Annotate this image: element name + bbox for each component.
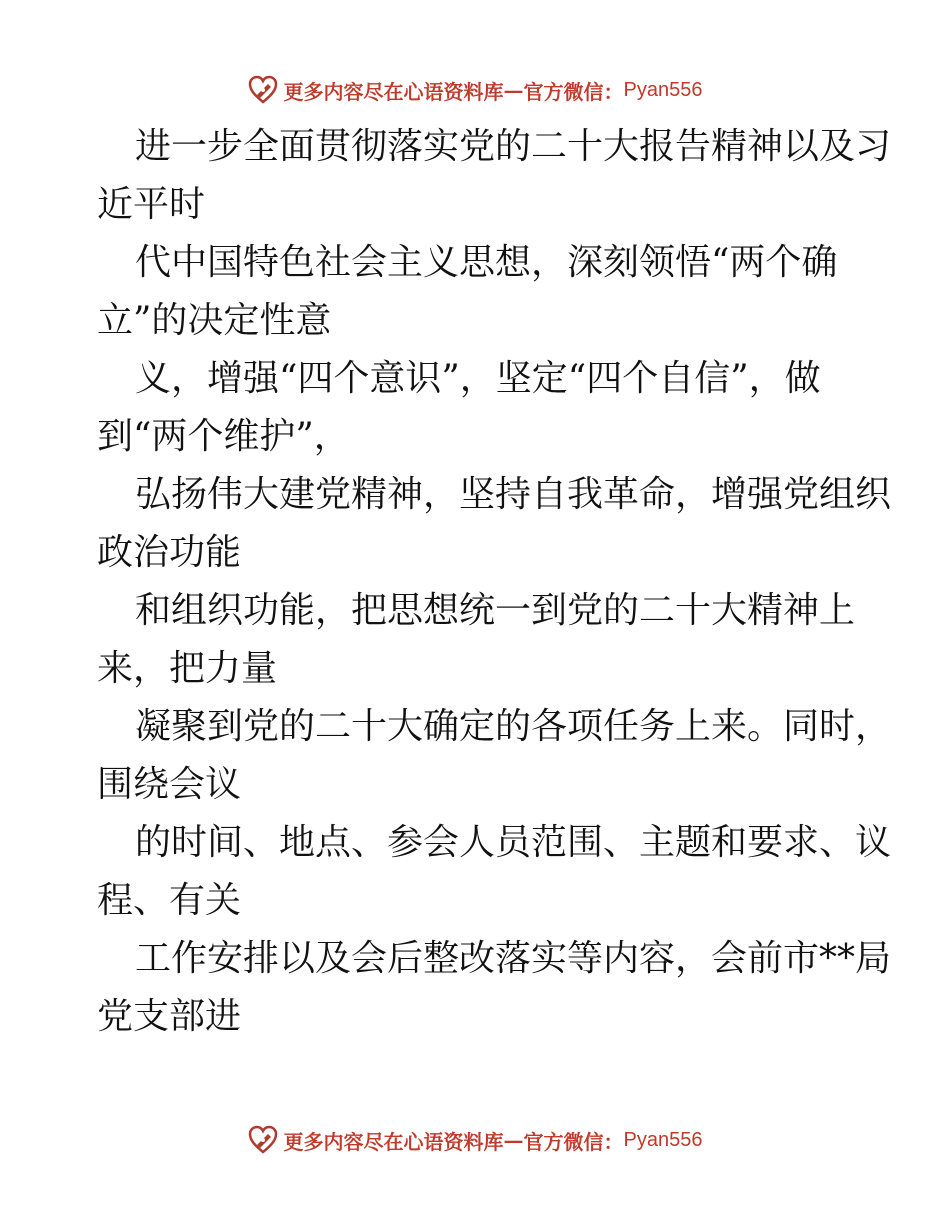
text-line: 政治功能 [97,532,242,573]
text-line: 工作安排以及会后整改落实等内容，会前市**局 [135,938,892,979]
text-line: 围绕会议 [97,764,242,805]
separator: — [503,78,524,102]
text-line: 进一步全面贯彻落实党的二十大报告精神以及习 [135,126,892,167]
brand-text: 更多内容尽在心语资料库 [283,79,504,104]
body-text [97,118,892,1046]
separator: — [503,1128,524,1152]
text-line: 来，把力量 [97,648,278,689]
text-line: 立”的决定性意 [97,300,332,341]
text-line: 党支部进 [97,996,242,1037]
text-line: 代中国特色社会主义思想，深刻领悟“两个确 [135,242,838,283]
wechat-id: Pyan556 [623,78,703,101]
text-line: 弘扬伟大建党精神，坚持自我革命，增强党组织 [135,474,892,515]
official-label: 官方微信： [523,1129,624,1154]
text-line: 的时间、地点、参会人员范围、主题和要求、议 [135,822,892,863]
text-line: 和组织功能，把思想统一到党的二十大精神上 [135,590,856,631]
text-line: 到“两个维护”， [97,416,350,457]
brand-text: 更多内容尽在心语资料库 [283,1129,504,1154]
text-line: 程、有关 [97,880,242,921]
heart-pen-logo-icon [248,1125,278,1155]
wechat-id: Pyan556 [623,1128,703,1151]
official-label: 官方微信： [523,79,624,104]
heart-pen-logo-icon [248,75,278,105]
header-watermark [0,70,950,110]
text-line: 凝聚到党的二十大确定的各项任务上来。同时， [135,706,892,747]
text-line: 近平时 [97,184,206,225]
footer-watermark [0,1120,950,1160]
text-line: 义，增强“四个意识”，坚定“四个自信”，做 [135,358,821,399]
